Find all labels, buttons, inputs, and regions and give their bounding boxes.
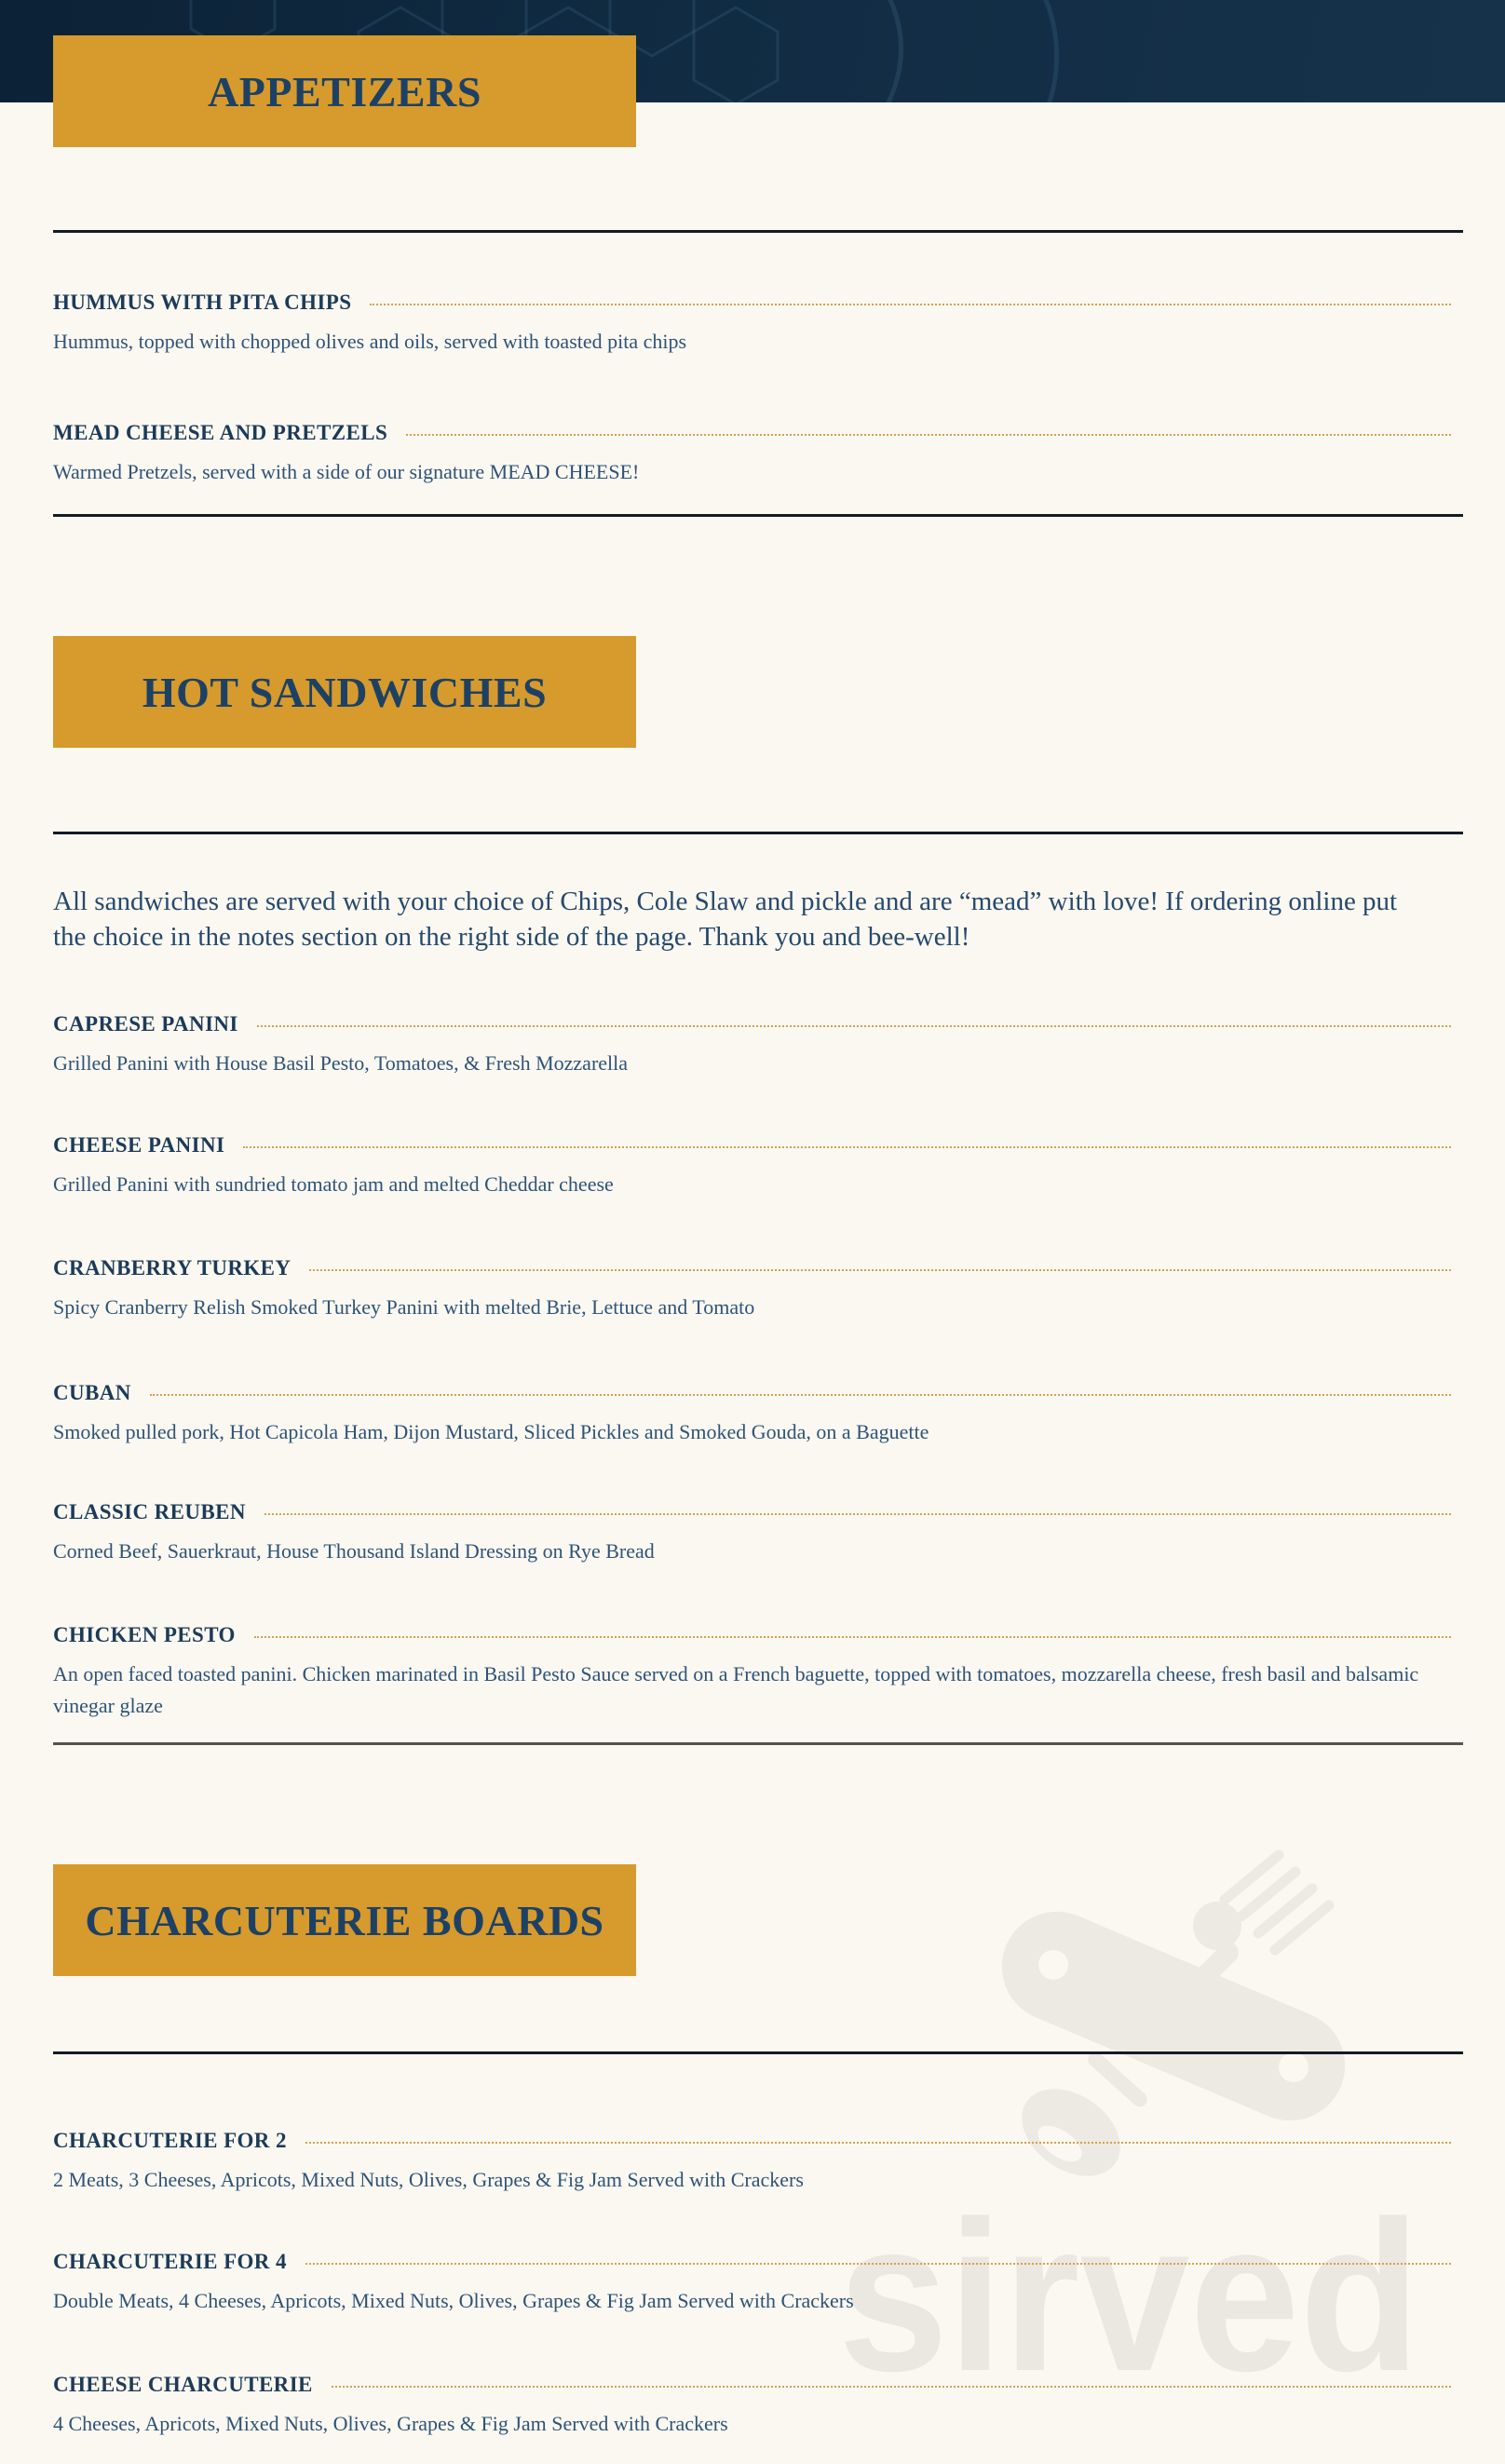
item-description: Corned Beef, Sauerkraut, House Thousand Island Dressing on Rye Bread bbox=[53, 1539, 655, 1563]
menu-item-hummus bbox=[53, 289, 1451, 358]
menu-item-mead-cheese bbox=[53, 419, 1451, 488]
menu-item-charcuterie-4 bbox=[53, 2248, 1451, 2317]
section-header-charcuterie bbox=[53, 1864, 636, 1976]
item-description: 2 Meats, 3 Cheeses, Apricots, Mixed Nuts, Olives, Grapes & Fig Jam Served with Crackers bbox=[53, 2168, 804, 2191]
section-divider bbox=[53, 514, 1463, 517]
section-header-hot-sandwiches bbox=[53, 636, 636, 748]
item-description: 4 Cheeses, Apricots, Mixed Nuts, Olives, Grapes & Fig Jam Served with Crackers bbox=[53, 2412, 728, 2435]
dotted-leader bbox=[332, 2386, 1451, 2388]
item-name: CHICKEN PESTO bbox=[53, 1623, 236, 1646]
dotted-leader bbox=[150, 1394, 1451, 1396]
arc-decoration bbox=[885, 0, 902, 102]
section-title: HOT SANDWICHES bbox=[142, 668, 548, 716]
menu-item-classic-reuben bbox=[53, 1498, 1451, 1567]
item-name: HUMMUS WITH PITA CHIPS bbox=[53, 291, 352, 314]
item-description: Double Meats, 4 Cheeses, Apricots, Mixed Nuts, Olives, Grapes & Fig Jam Served with Crackers bbox=[53, 2289, 854, 2312]
dotted-leader bbox=[305, 2142, 1451, 2144]
dotted-leader bbox=[406, 434, 1451, 436]
menu-item-charcuterie-2 bbox=[53, 2127, 1451, 2196]
item-name: CLASSIC REUBEN bbox=[53, 1500, 246, 1523]
dotted-leader bbox=[305, 2263, 1451, 2265]
section-divider bbox=[53, 230, 1463, 233]
item-name: CHEESE CHARCUTERIE bbox=[53, 2373, 313, 2396]
section-intro: All sandwiches are served with your choice of Chips, Cole Slaw and pickle and are “mead” with love! If ordering online put the choice in the notes section on the right side of the page. Thank you and bee-well! bbox=[53, 887, 1398, 952]
dotted-leader bbox=[264, 1513, 1451, 1515]
section-divider bbox=[53, 2051, 1463, 2054]
menu-item-caprese bbox=[53, 1010, 1451, 1079]
section-divider bbox=[53, 832, 1463, 834]
section-divider bbox=[53, 1742, 1463, 1745]
item-description: Warmed Pretzels, served with a side of our signature MEAD CHEESE! bbox=[53, 460, 640, 483]
section-header-appetizers bbox=[53, 35, 636, 147]
dotted-leader bbox=[309, 1269, 1451, 1271]
dotted-leader bbox=[257, 1025, 1451, 1027]
item-description: An open faced toasted panini. Chicken marinated in Basil Pesto Sauce served on a French baguette, topped with tomatoes, mozzarella cheese, fresh basil and balsamic vinegar glaze bbox=[53, 1662, 1419, 1717]
item-name: CHEESE PANINI bbox=[53, 1133, 225, 1157]
dotted-leader bbox=[370, 304, 1451, 305]
item-name: CAPRESE PANINI bbox=[53, 1012, 238, 1036]
menu-item-chicken-pesto bbox=[53, 1621, 1451, 1722]
dotted-leader bbox=[254, 1636, 1451, 1638]
dotted-leader bbox=[243, 1146, 1451, 1148]
item-description: Grilled Panini with sundried tomato jam and melted Cheddar cheese bbox=[53, 1172, 614, 1196]
menu-item-cheese-panini bbox=[53, 1131, 1451, 1200]
item-description: Grilled Panini with House Basil Pesto, Tomatoes, & Fresh Mozzarella bbox=[53, 1051, 629, 1075]
arc-decoration bbox=[1036, 0, 1057, 102]
menu-item-cranberry-turkey bbox=[53, 1254, 1451, 1323]
menu-item-cuban bbox=[53, 1379, 1451, 1448]
item-name: MEAD CHEESE AND PRETZELS bbox=[53, 421, 388, 444]
section-title: APPETIZERS bbox=[208, 67, 481, 115]
item-name: CUBAN bbox=[53, 1381, 131, 1404]
item-name: CHARCUTERIE FOR 2 bbox=[53, 2129, 287, 2152]
item-name: CRANBERRY TURKEY bbox=[53, 1256, 292, 1279]
item-description: Smoked pulled pork, Hot Capicola Ham, Dijon Mustard, Sliced Pickles and Smoked Gouda, on a Baguette bbox=[53, 1420, 929, 1443]
section-title: CHARCUTERIE BOARDS bbox=[85, 1896, 604, 1944]
sirved-watermark-text: sirved bbox=[838, 2176, 1420, 2412]
item-description: Spicy Cranberry Relish Smoked Turkey Panini with melted Brie, Lettuce and Tomato bbox=[53, 1295, 755, 1319]
menu-item-cheese-charcuterie bbox=[53, 2371, 1451, 2440]
item-description: Hummus, topped with chopped olives and oils, served with toasted pita chips bbox=[53, 330, 687, 353]
item-name: CHARCUTERIE FOR 4 bbox=[53, 2250, 287, 2273]
